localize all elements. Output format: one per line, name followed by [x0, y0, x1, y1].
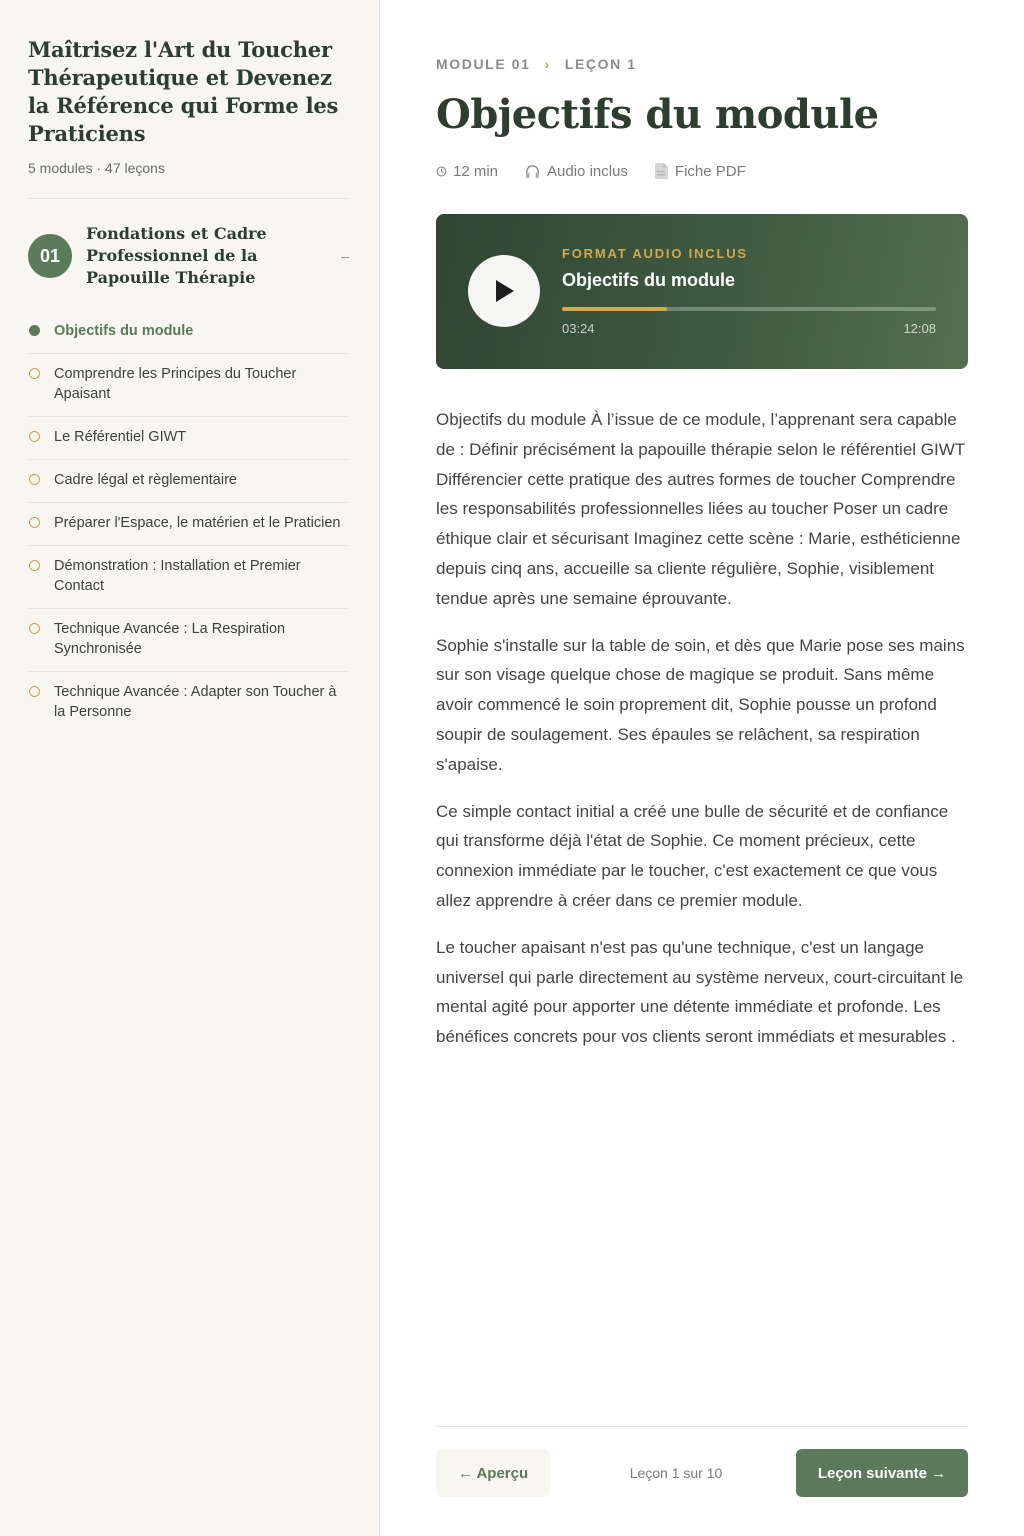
- lesson-label: Cadre légal et règlementaire: [54, 472, 237, 488]
- lesson-item-preparer-espace[interactable]: [28, 503, 349, 546]
- module-title: Fondations et Cadre Professionnel de la Papouille Thérapie: [86, 224, 267, 287]
- document-icon: [654, 162, 669, 180]
- lesson-item-adapter-toucher[interactable]: [28, 672, 349, 734]
- lesson-status-dot-icon: [29, 325, 40, 336]
- course-meta: 5 modules · 47 leçons: [28, 160, 165, 176]
- audio-time-row: [562, 321, 936, 336]
- lesson-footer: [436, 1426, 968, 1497]
- breadcrumb-module[interactable]: MODULE 01: [436, 56, 531, 72]
- lesson-meta: [436, 162, 968, 180]
- audio-info: [562, 246, 936, 336]
- lesson-page-indicator: Leçon 1 sur 10: [629, 1465, 723, 1481]
- lesson-label: Technique Avancée : Adapter son Toucher à la Personne: [54, 684, 337, 720]
- play-button[interactable]: [468, 255, 540, 327]
- audio-current-time: 03:24: [562, 321, 595, 336]
- lesson-status-dot-icon: [29, 517, 40, 528]
- breadcrumb-lesson: LEÇON 1: [564, 56, 637, 72]
- pdf-text: Fiche PDF: [674, 162, 746, 180]
- lesson-status-dot-icon: [29, 686, 40, 697]
- module-number-badge: 01: [28, 234, 72, 278]
- lesson-item-cadre-legal[interactable]: [28, 460, 349, 503]
- audio-progress-bar[interactable]: [562, 307, 936, 311]
- lesson-label: Comprendre les Principes du Toucher Apaisant: [54, 366, 297, 402]
- lesson-label: Préparer l'Espace, le matérien et le Praticien: [54, 515, 341, 531]
- lesson-label: Technique Avancée : La Respiration Synchronisée: [54, 621, 286, 657]
- course-title: Maîtrisez l'Art du Toucher Thérapeutique et Devenez la Référence qui Forme les Praticiens: [28, 37, 339, 146]
- duration-text: 12 min: [453, 162, 499, 180]
- meta-duration: [436, 163, 498, 180]
- lesson-item-principes[interactable]: [28, 354, 349, 417]
- audio-format-label: FORMAT AUDIO INCLUS: [562, 246, 748, 261]
- collapse-toggle[interactable]: –: [341, 248, 349, 264]
- audio-progress-fill: [562, 307, 667, 311]
- lesson-content: [436, 405, 968, 1052]
- audio-total-time: 12:08: [903, 321, 936, 336]
- audio-track-title: Objectifs du module: [562, 270, 736, 290]
- play-icon: [492, 278, 516, 304]
- previous-button[interactable]: ← Aperçu: [436, 1449, 550, 1497]
- audio-player: [436, 214, 968, 369]
- lesson-item-respiration[interactable]: [28, 609, 349, 672]
- page-title: Objectifs du module: [436, 91, 879, 138]
- next-lesson-button[interactable]: Leçon suivante →: [796, 1449, 968, 1497]
- sidebar-divider: [28, 198, 349, 199]
- lesson-status-dot-icon: [29, 431, 40, 442]
- clock-icon: [436, 166, 447, 177]
- lesson-item-objectifs[interactable]: [28, 311, 349, 354]
- headphones-icon: [524, 163, 541, 180]
- lesson-main: [436, 0, 968, 1536]
- lesson-label: Le Référentiel GIWT: [54, 429, 187, 445]
- lesson-status-dot-icon: [29, 560, 40, 571]
- meta-audio: [524, 163, 628, 180]
- content-paragraph: Sophie s'installe sur la table de soin, et dès que Marie pose ses mains sur son visage quelque chose de magique se produit. Sans même avoir commencé le soin proprement dit, Sophie pousse un profond soupir de soulagement. Ses épaules se relâchent, sa respiration s'apaise.: [436, 635, 965, 774]
- meta-pdf[interactable]: [654, 162, 746, 180]
- lesson-label: Démonstration : Installation et Premier Contact: [54, 558, 301, 594]
- course-sidebar: [0, 0, 380, 1536]
- lesson-item-demonstration[interactable]: [28, 546, 349, 609]
- module-header[interactable]: [28, 223, 349, 289]
- lesson-status-dot-icon: [29, 474, 40, 485]
- content-paragraph: Objectifs du module À l’issue de ce module, l’apprenant sera capable de : Définir précisément la papouille thérapie selon le référentiel GIWT Différencier cette pratique des autres formes de toucher Comprendre les responsabilités professionnelles liées au toucher Poser un cadre éthique clair et sécurisant Imaginez cette scène : Marie, esthéticienne depuis cinq ans, accueille sa cliente régulière, Sophie, visiblement tendue après une semaine éprouvante.: [436, 410, 965, 608]
- breadcrumb: [436, 56, 968, 72]
- lesson-item-referentiel[interactable]: [28, 417, 349, 460]
- content-paragraph: Le toucher apaisant n'est pas qu'une technique, c'est un langage universel qui parle directement au système nerveux, court-circuitant le mental agité pour apporter une détente immédiate et profonde. Les bénéfices concrets pour vos clients seront immédiats et mesurables .: [436, 937, 964, 1047]
- lesson-label: Objectifs du module: [54, 323, 194, 339]
- chevron-right-icon: ›: [544, 56, 551, 72]
- lesson-list: [28, 311, 349, 734]
- audio-text: Audio inclus: [547, 162, 628, 180]
- lesson-status-dot-icon: [29, 368, 40, 379]
- lesson-status-dot-icon: [29, 623, 40, 634]
- content-paragraph: Ce simple contact initial a créé une bulle de sécurité et de confiance qui transforme déjà l'état de Sophie. Ce moment précieux, cette connexion immédiate par le toucher, c'est exactement ce que vous allez apprendre à créer dans ce premier module.: [436, 801, 949, 910]
